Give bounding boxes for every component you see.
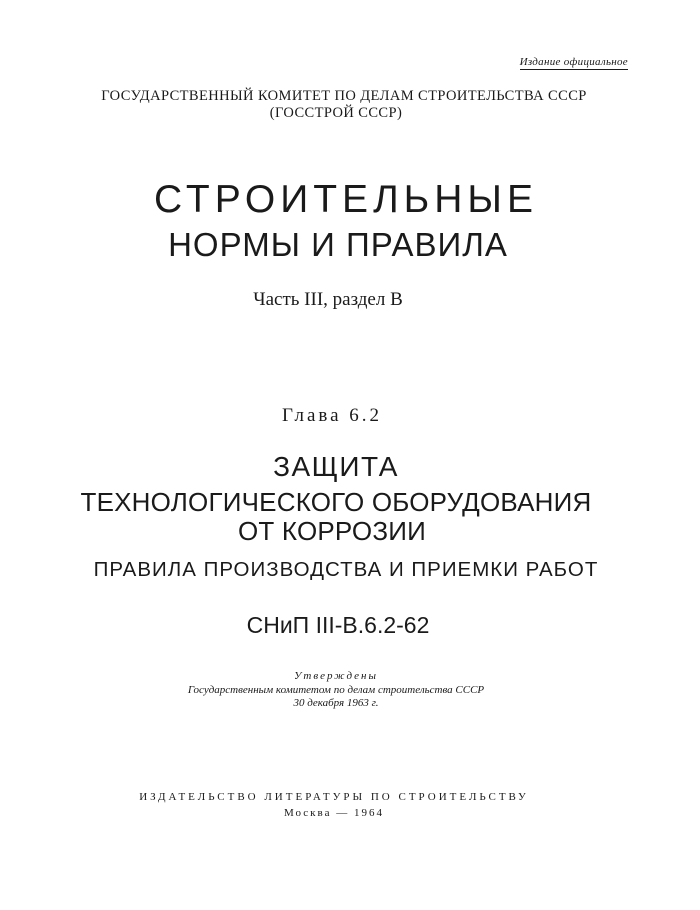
official-edition-note: Издание официальное [519,56,628,68]
chapter-title-line-3: ОТ КОРРОЗИИ [237,516,427,546]
chapter-title-line-1: ЗАЩИТА [273,451,399,482]
approval-authority: Государственным комитетом по делам строительства СССР [187,684,485,696]
publisher-name: ИЗДАТЕЛЬСТВО ЛИТЕРАТУРЫ ПО СТРОИТЕЛЬСТВУ [139,791,529,803]
document-title-line-1: СТРОИТЕЛЬНЫЕ [154,178,538,221]
part-section: Часть III, раздел В [253,289,403,310]
chapter-subtitle: ПРАВИЛА ПРОИЗВОДСТВА И ПРИЕМКИ РАБОТ [93,558,599,581]
approval-date: 30 декабря 1963 г. [293,697,379,709]
chapter-label: Глава 6.2 [281,405,383,426]
committee-abbreviation: (ГОССТРОЙ СССР) [269,105,403,121]
committee-name: ГОСУДАРСТВЕННЫЙ КОМИТЕТ ПО ДЕЛАМ СТРОИТЕЛЬСТВА СССР [101,88,587,104]
document-code: СНиП III-В.6.2-62 [246,612,430,638]
document-title-line-2: НОРМЫ И ПРАВИЛА [168,226,508,263]
approval-label: Утверждены [294,670,378,682]
publication-city-year: Москва — 1964 [284,807,384,819]
chapter-title-line-2: ТЕХНОЛОГИЧЕСКОГО ОБОРУДОВАНИЯ [80,487,592,517]
